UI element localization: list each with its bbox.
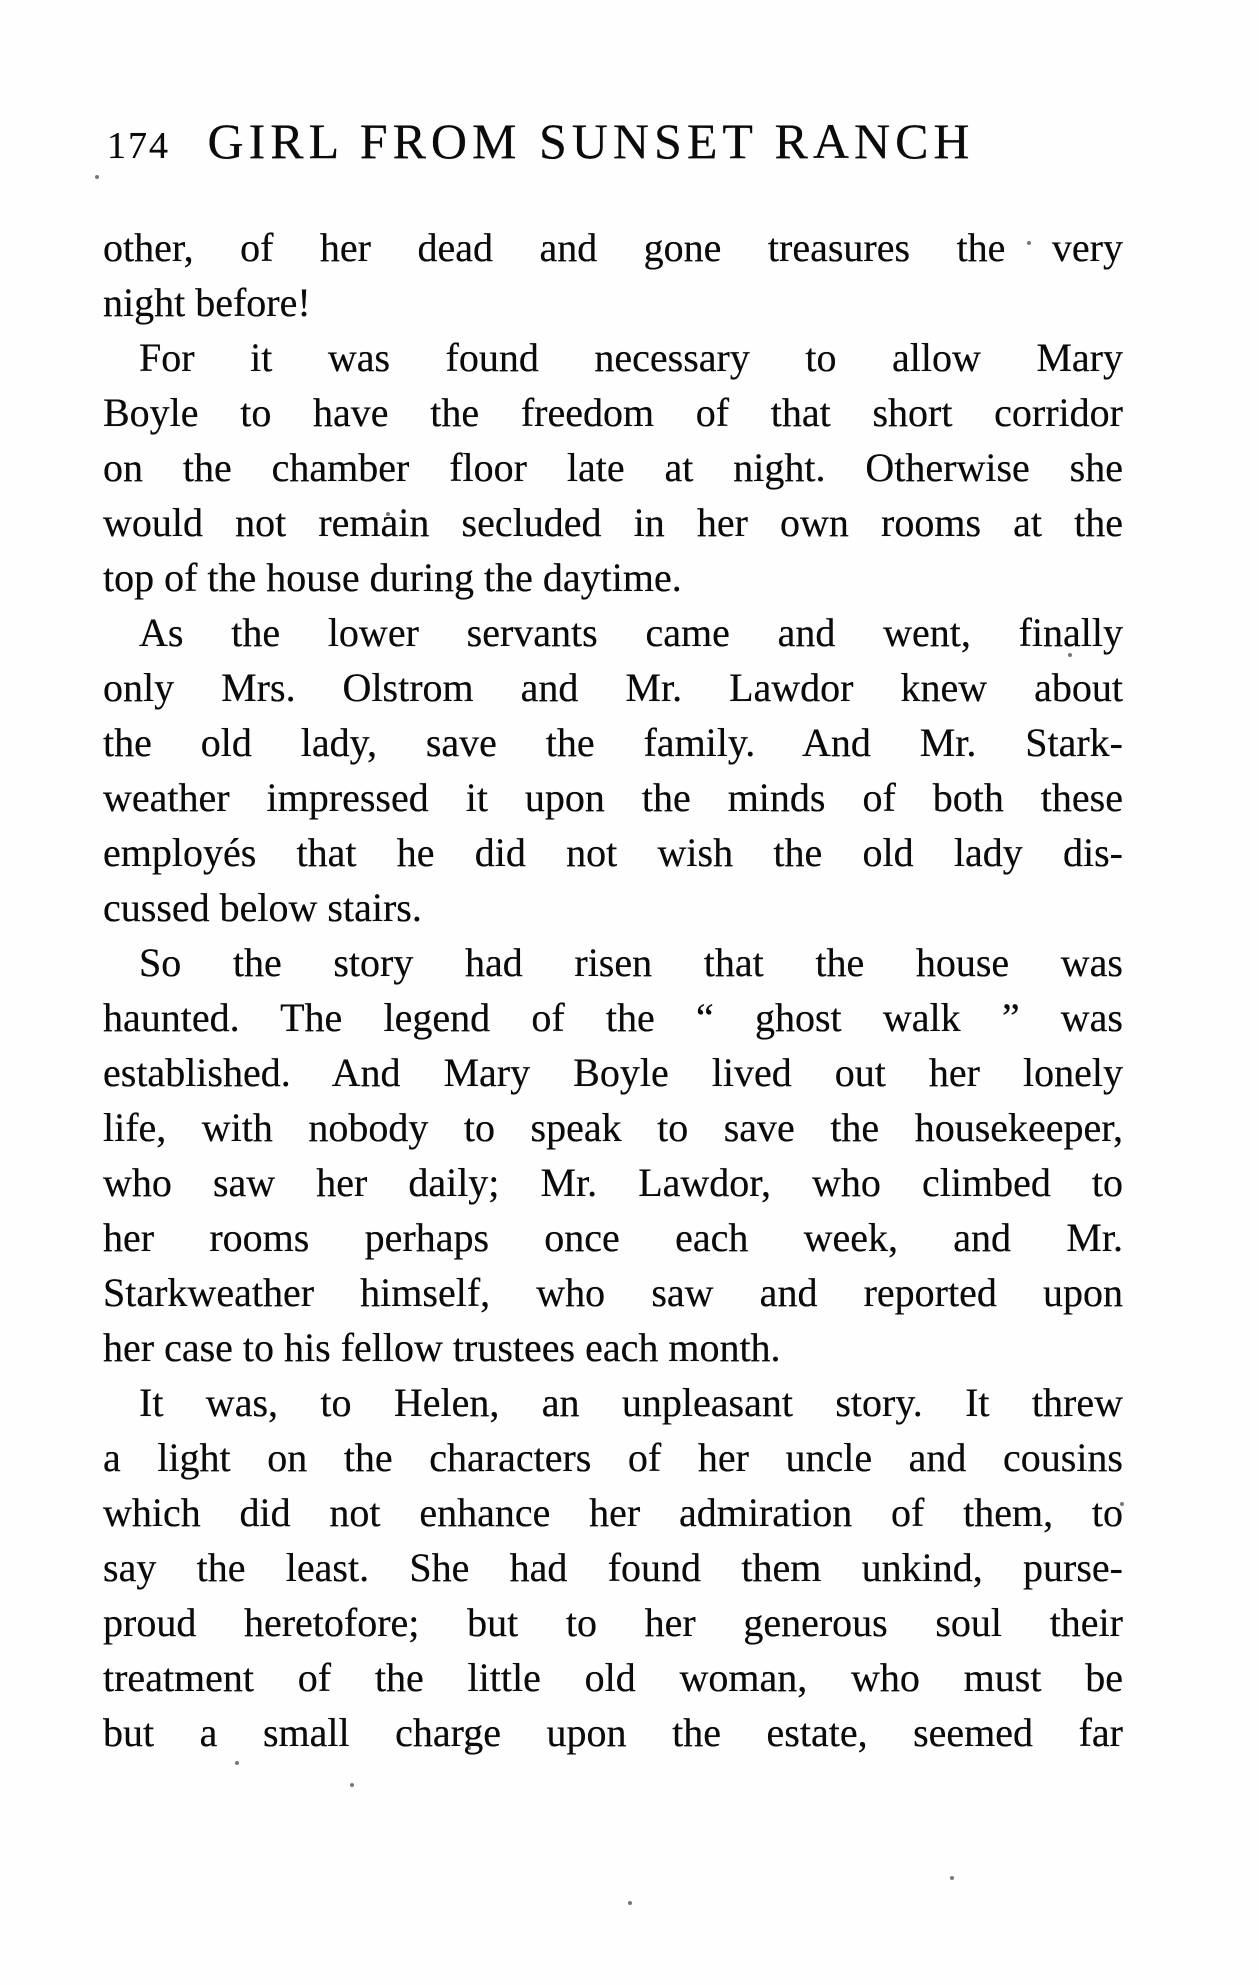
text-line: established. And Mary Boyle lived out her lonely	[103, 1050, 1123, 1095]
page-header	[103, 112, 1123, 174]
text-line: proud heretofore; but to her generous soul their	[103, 1600, 1123, 1645]
scan-speck	[628, 1901, 632, 1905]
scan-speck	[95, 175, 99, 179]
page-number: 174	[107, 125, 170, 167]
text-line: say the least. She had found them unkind, purse-	[103, 1545, 1123, 1590]
text-line: which did not enhance her admiration of them, to	[103, 1490, 1123, 1535]
text-line: would not remain secluded in her own rooms at the	[103, 500, 1123, 545]
scan-speck	[950, 1876, 954, 1880]
text-line: on the chamber floor late at night. Otherwise she	[103, 445, 1123, 490]
text-line: weather impressed it upon the minds of both these	[103, 775, 1123, 820]
text-line: For it was found necessary to allow Mary	[139, 335, 1123, 380]
text-line: who saw her daily; Mr. Lawdor, who climbed to	[103, 1160, 1123, 1205]
text-line: her case to his fellow trustees each month.	[103, 1325, 781, 1370]
text-line: Boyle to have the freedom of that short corridor	[103, 390, 1123, 435]
text-line: treatment of the little old woman, who must be	[103, 1655, 1123, 1700]
text-line: Starkweather himself, who saw and reported upon	[103, 1270, 1123, 1315]
text-line: haunted. The legend of the “ ghost walk ” was	[103, 995, 1123, 1040]
text-line: life, with nobody to speak to save the housekeeper,	[103, 1105, 1123, 1150]
text-line: cussed below stairs.	[103, 885, 422, 930]
text-line: a light on the characters of her uncle and cousins	[103, 1435, 1123, 1480]
text-line: other, of her dead and gone treasures the very	[103, 225, 1123, 270]
text-line: top of the house during the daytime.	[103, 555, 682, 600]
text-line: So the story had risen that the house was	[139, 940, 1123, 985]
running-title: GIRL FROM SUNSET RANCH	[207, 113, 975, 169]
text-line: her rooms perhaps once each week, and Mr.	[103, 1215, 1123, 1260]
text-block	[103, 220, 1123, 1760]
text-line: It was, to Helen, an unpleasant story. It threw	[139, 1380, 1123, 1425]
text-line: As the lower servants came and went, finally	[139, 610, 1123, 655]
text-line: only Mrs. Olstrom and Mr. Lawdor knew about	[103, 665, 1123, 710]
scan-speck	[350, 1783, 354, 1787]
text-line: night before!	[103, 280, 311, 325]
scan-speck	[235, 1761, 239, 1765]
text-line: but a small charge upon the estate, seemed far	[103, 1710, 1123, 1755]
text-line: the old lady, save the family. And Mr. Stark-	[103, 720, 1123, 765]
text-line: employés that he did not wish the old lady dis-	[103, 830, 1123, 875]
